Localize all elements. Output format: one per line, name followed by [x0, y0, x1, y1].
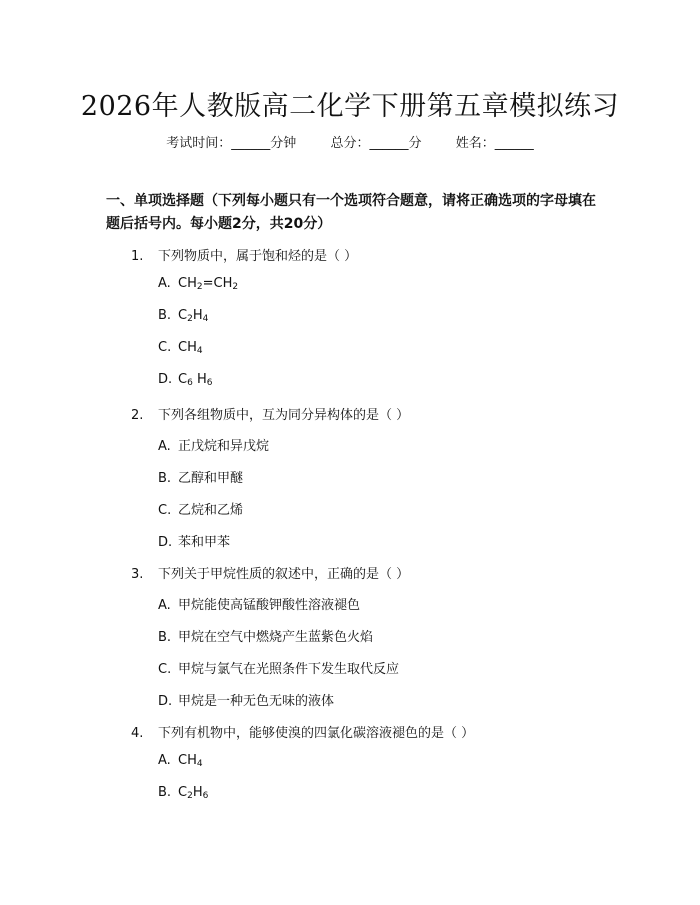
option-d — [158, 690, 334, 709]
student-name-field: 姓名：______ — [455, 136, 534, 151]
question-number: 4. — [131, 726, 144, 741]
option-text — [178, 662, 399, 677]
option-text — [178, 630, 373, 645]
option-text-part: H — [192, 308, 203, 323]
exam-info-line — [0, 132, 700, 151]
option-text-part: CH — [178, 340, 197, 355]
option-b — [158, 626, 373, 645]
formula-subscript: 4 — [202, 314, 209, 324]
formula-subscript: 2 — [196, 282, 203, 292]
option-d — [158, 531, 230, 550]
option-b — [158, 308, 208, 324]
option-c — [158, 340, 203, 356]
section-heading: 一、单项选择题（下列每小题只有一个选项符合题意，请将正确选项的字母填在题后括号内。每小题2分，共20分） — [106, 193, 596, 232]
option-a — [158, 435, 269, 454]
formula-subscript: 6 — [187, 378, 193, 388]
option-text-part: 甲烷能使高锰酸钾酸性溶液褪色 — [178, 598, 361, 613]
formula-subscript: 6 — [206, 378, 213, 388]
option-c — [158, 499, 243, 518]
question-text: 下列物质中，属于饱和烃的是（ ） — [158, 249, 358, 264]
option-letter: B. — [158, 471, 172, 486]
option-text — [178, 372, 212, 387]
option-text-part: 乙烷和乙烯 — [178, 503, 244, 518]
option-letter: B. — [158, 785, 172, 800]
question-3 — [131, 563, 409, 582]
option-text-part: 甲烷是一种无色无味的液体 — [178, 694, 335, 709]
option-d — [158, 372, 212, 388]
option-text-part: 乙醇和甲醚 — [178, 471, 244, 486]
option-letter: C. — [158, 662, 172, 677]
formula-subscript: 2 — [187, 314, 193, 324]
total-score-field: 总分：______分 — [330, 136, 422, 151]
question-number: 3. — [131, 567, 144, 582]
option-text-part: C — [178, 372, 188, 387]
question-number: 1. — [131, 249, 144, 264]
formula-subscript: 2 — [232, 282, 239, 292]
option-letter: A. — [158, 276, 171, 291]
option-letter: C. — [158, 503, 172, 518]
option-text-part: CH — [178, 753, 197, 768]
formula-subscript: 2 — [187, 791, 193, 801]
option-text — [178, 753, 203, 768]
formula-subscript: 4 — [196, 759, 203, 769]
option-text-part: C — [178, 785, 188, 800]
option-text — [178, 785, 208, 800]
option-letter: C. — [158, 340, 172, 355]
option-letter: A. — [158, 439, 171, 454]
document-title: 2026年人教版高二化学下册第五章模拟练习 — [80, 91, 620, 122]
option-text-part: H — [192, 785, 203, 800]
option-text — [178, 276, 238, 291]
option-text-part: H — [192, 372, 207, 387]
option-text-part: 苯和甲苯 — [178, 535, 231, 550]
option-letter: B. — [158, 308, 172, 323]
option-text — [178, 694, 334, 709]
option-letter: D. — [158, 694, 173, 709]
option-c — [158, 658, 399, 677]
option-text-part: CH — [178, 276, 197, 291]
option-text — [178, 471, 243, 486]
option-a — [158, 753, 203, 769]
option-text — [178, 503, 243, 518]
question-4 — [131, 722, 474, 741]
option-text — [178, 535, 230, 550]
option-text — [178, 598, 360, 613]
option-a — [158, 594, 360, 613]
question-1 — [131, 245, 357, 264]
question-text: 下列各组物质中，互为同分异构体的是（ ） — [158, 408, 410, 423]
option-text-part: 甲烷在空气中燃烧产生蓝紫色火焰 — [178, 630, 374, 645]
option-text-part: 正戊烷和异戊烷 — [178, 439, 270, 454]
option-text-part: 甲烷与氯气在光照条件下发生取代反应 — [178, 662, 400, 677]
option-text — [178, 308, 208, 323]
option-letter: D. — [158, 535, 173, 550]
option-b — [158, 785, 208, 801]
question-text: 下列有机物中，能够使溴的四氯化碳溶液褪色的是（ ） — [158, 726, 475, 741]
option-text-part: =CH — [202, 276, 233, 291]
exam-time-field: 考试时间：______分钟 — [166, 136, 297, 151]
option-text-part: C — [178, 308, 188, 323]
option-a — [158, 276, 238, 292]
formula-subscript: 4 — [196, 346, 203, 356]
option-letter: A. — [158, 598, 171, 613]
option-text — [178, 439, 269, 454]
question-2 — [131, 404, 409, 423]
option-b — [158, 467, 243, 486]
question-text: 下列关于甲烷性质的叙述中，正确的是（ ） — [158, 567, 410, 582]
option-text — [178, 340, 203, 355]
question-number: 2. — [131, 408, 144, 423]
option-letter: A. — [158, 753, 171, 768]
formula-subscript: 6 — [202, 791, 209, 801]
option-letter: D. — [158, 372, 173, 387]
option-letter: B. — [158, 630, 172, 645]
